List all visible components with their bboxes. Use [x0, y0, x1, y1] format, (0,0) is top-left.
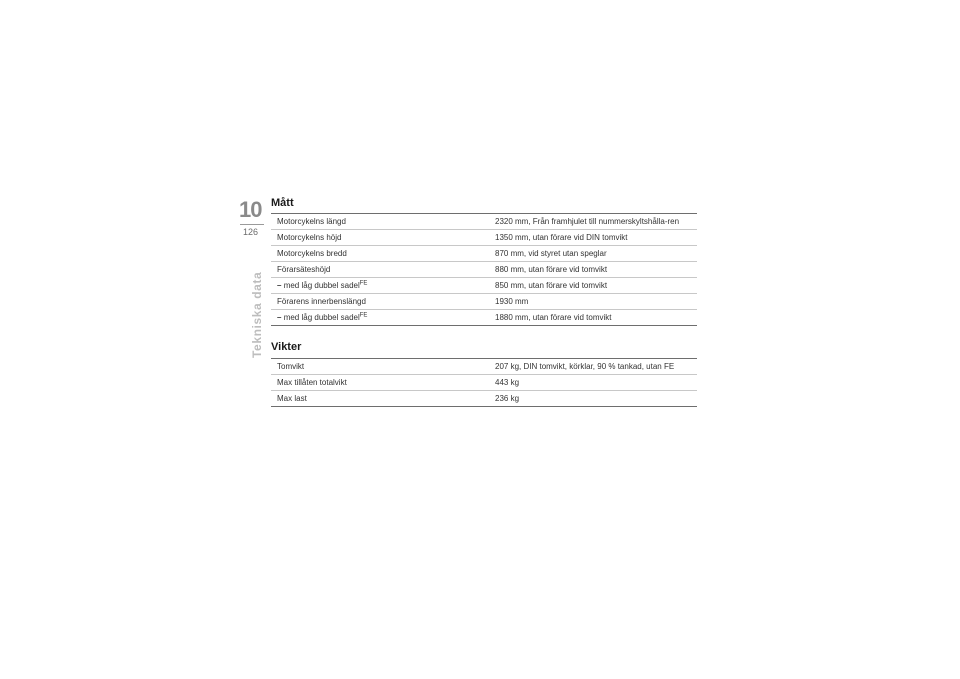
row-value: 236 kg	[495, 394, 520, 403]
dash-marker: –	[277, 281, 282, 290]
chapter-number: 10	[239, 197, 262, 222]
dimensions-table	[271, 213, 697, 326]
weights-table	[271, 358, 697, 407]
chapter-title: Tekniska data	[250, 271, 264, 358]
row-value: 1930 mm	[495, 297, 529, 306]
table-row	[271, 278, 697, 294]
table-row	[271, 246, 697, 262]
table-row	[271, 391, 697, 407]
row-label: Max tillåten totalvikt	[277, 378, 347, 387]
section-title-matt: Mått	[271, 197, 294, 209]
row-label: Motorcykelns höjd	[277, 233, 342, 242]
section-title-vikter: Vikter	[271, 341, 302, 353]
table-row	[271, 230, 697, 246]
footnote-marker: FE	[359, 280, 368, 287]
row-label-sub	[271, 310, 489, 326]
dash-marker: –	[277, 313, 282, 322]
row-label-text: med låg dubbel sadel	[283, 281, 360, 290]
row-value: 850 mm, utan förare vid tomvikt	[495, 281, 608, 290]
row-label: Tomvikt	[277, 362, 305, 371]
table-row	[271, 359, 697, 375]
row-value: 207 kg, DIN tomvikt, körklar, 90 % tankad, utan FE	[495, 362, 675, 371]
table-row	[271, 294, 697, 310]
row-label-text: med låg dubbel sadel	[283, 313, 360, 322]
page-number: 126	[243, 227, 259, 237]
row-value: 880 mm, utan förare vid tomvikt	[495, 265, 608, 274]
table-row	[271, 375, 697, 391]
table-row	[271, 262, 697, 278]
row-label-sub	[271, 278, 489, 294]
chapter-divider	[240, 224, 264, 225]
row-value: 870 mm, vid styret utan speglar	[495, 249, 607, 258]
footnote-marker: FE	[359, 312, 368, 319]
table-row	[271, 214, 697, 230]
row-label: Max last	[277, 394, 307, 403]
row-value: 1880 mm, utan förare vid tomvikt	[495, 313, 612, 322]
row-value: 1350 mm, utan förare vid DIN tomvikt	[495, 233, 628, 242]
row-value: 2320 mm, Från framhjulet till nummerskyltshålla-ren	[495, 217, 680, 226]
table-row	[271, 310, 697, 326]
row-label: Förarsäteshöjd	[277, 265, 331, 274]
row-label: Förarens innerbenslängd	[277, 297, 366, 306]
row-label: Motorcykelns längd	[277, 217, 346, 226]
row-value: 443 kg	[495, 378, 520, 387]
row-label: Motorcykelns bredd	[277, 249, 347, 258]
